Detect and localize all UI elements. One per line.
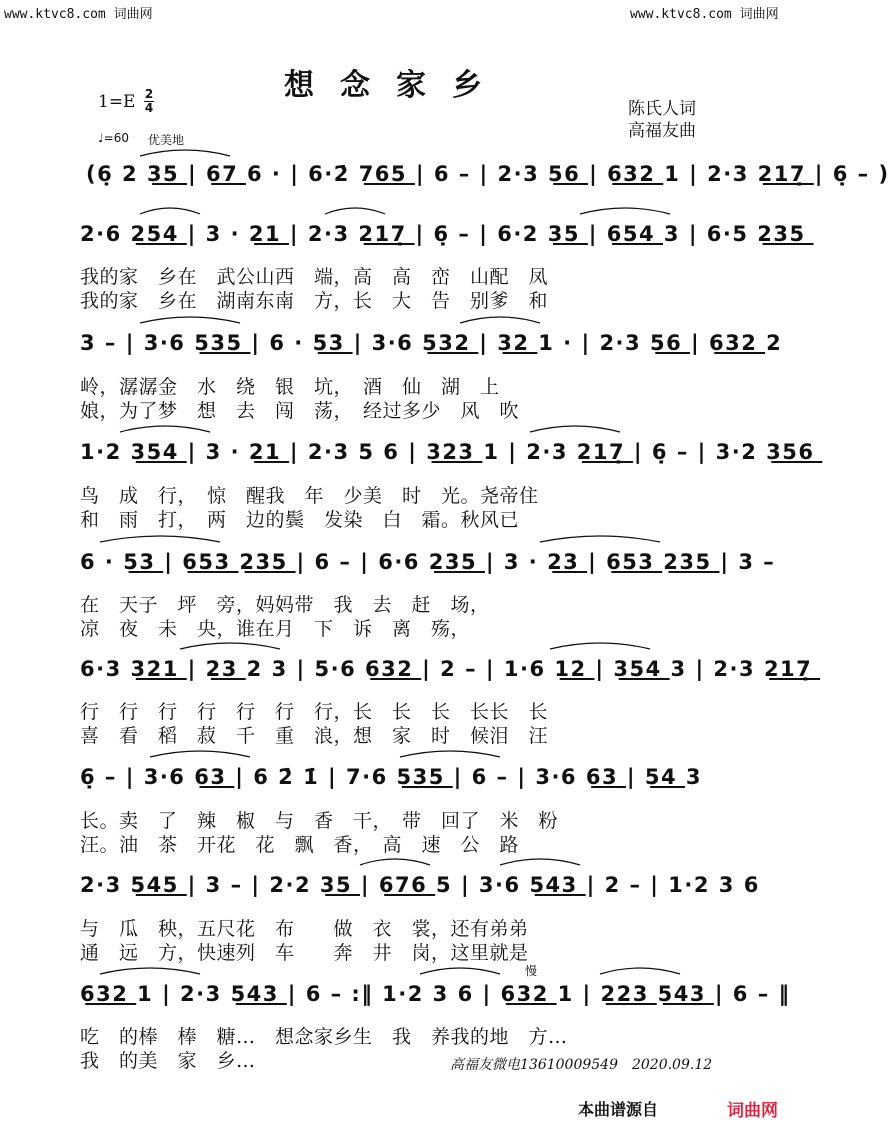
lyric-verse-2: 我 的美 家 乡… xyxy=(80,1050,256,1072)
tempo-mark: ♩=60 xyxy=(98,131,129,145)
lyric-verse-2: 通 远 方，快速列 车 奔 井 岗，这里就是 xyxy=(80,942,529,964)
lyric-verse-2: 凉 夜 未 央，谁在月 下 诉 离 殇， xyxy=(80,618,471,640)
notation-row: 2·6 2͟5͟4͟ | 3 · 2͟1͟ | 2·3 2͟1͟7̣͟ | 6̣ – | 6·2 3͟5͟ | 6͟5͟4͟ 3 | 6·5 2͟3͟5͟ xyxy=(80,222,806,246)
slur-mark xyxy=(140,150,230,156)
slur-mark xyxy=(540,536,660,542)
notation-row: 3 – | 3·6 5͟3͟5͟ | 6 · 5͟3͟ | 3·6 5͟3͟2͟ | 3͟2͟ 1 · | 2·3 5͟6͟ | 6͟3͟2͟ 2 xyxy=(80,331,783,355)
lyric-verse-2: 汪。油 茶 开花 花 飘 香， 高 速 公 路 xyxy=(80,834,520,856)
slur-mark xyxy=(140,317,240,323)
song-title: 想念家乡 xyxy=(284,68,508,103)
lyric-verse-1: 我的家 乡在 武公山西 端，高 高 峦 山配 凤 xyxy=(80,266,549,288)
expression-mark: 优美地 xyxy=(148,133,185,147)
lyric-verse-2: 我的家 乡在 湖南东南 方，长 大 告 别爹 和 xyxy=(80,290,549,312)
notation-row: 1·2 3͟5͟4͟ | 3 · 2͟1͟ | 2·3 5 6 | 3͟2͟3͟ 1 | 2·3 2͟1͟7̣͟ | 6̣ – | 3·2 3͟5͟6͟ xyxy=(80,440,815,464)
notation-row: 2·3 5͟4͟5͟ | 3 – | 2·2 3͟5͟ | 6͟7͟6͟ 5 | 3·6 5͟4͟3͟ | 2 – | 1·2 3 6 xyxy=(80,873,760,897)
lyricist: 陈氏人词 xyxy=(628,99,696,119)
time-signature xyxy=(144,88,154,115)
time-signature-bottom: 4 xyxy=(144,101,154,115)
notation-row: 6̣ – | 3·6 6͟3͟ | 6 2̇ 1̇ | 7·6 5͟3͟5͟ | 6 – | 3·6 6͟3͟ | 5͟4͟ 3 xyxy=(80,765,703,789)
slur-mark xyxy=(460,317,540,323)
slur-mark xyxy=(140,208,200,214)
watermark-left: www.ktvc8.com 词曲网 xyxy=(4,7,153,22)
lyric-verse-1: 与 瓜 秧，五尺花 布 做 衣 裳，还有弟弟 xyxy=(80,918,529,940)
lyric-verse-1: 吃 的棒 棒 糖… 想念家乡生 我 养我的地 方… xyxy=(80,1026,568,1048)
slur-mark xyxy=(550,643,650,649)
author-contact-credit: 高福友微电13610009549 2020.09.12 xyxy=(450,1057,713,1073)
key-signature: 1=E xyxy=(98,92,136,112)
lyric-verse-1: 长。卖 了 辣 椒 与 香 干， 带 回了 米 粉 xyxy=(80,810,559,832)
notation-row: 6͟3͟2͟ 1 | 2·3 5͟4͟3͟ | 6 – :‖ 1·2 3 6 | 6͟3͟2͟ 1 | 2͟2͟3͟ 5͟4͟3͟ | 6 – ‖ xyxy=(80,982,791,1006)
lyric-verse-1: 鸟 成 行， 惊 醒我 年 少美 时 光。尧帝住 xyxy=(80,485,539,507)
slur-mark xyxy=(580,208,670,214)
slur-mark xyxy=(180,643,280,649)
time-signature-top: 2 xyxy=(144,87,154,101)
lyric-verse-1: 岭，潺潺金 水 绕 银 坑， 酒 仙 湖 上 xyxy=(80,376,500,398)
lyric-verse-2: 喜 看 稻 菽 千 重 浪，想 家 时 候泪 汪 xyxy=(80,725,549,747)
notation-row: 6 · 5͟3͟ | 6͟5͟3͟ 2͟3͟5͟ | 6 – | 6·6 2͟3͟5͟ | 3 · 2͟3͟ | 6͟5͟3͟ 2͟3͟5͟ | 3 – xyxy=(80,550,776,574)
slur-mark xyxy=(360,859,430,865)
lyric-verse-1: 行 行 行 行 行 行 行，长 长 长 长长 长 xyxy=(80,701,549,723)
site-logo[interactable]: 词曲网 xyxy=(727,1101,778,1121)
slur-mark xyxy=(600,968,680,974)
notation-row: (6̣ 2 3͟5͟ | 6͟7͟ 6 · | 6·2̇ 7͟6͟5͟ | 6 – | 2·3 5͟6͟ | 6͟3͟2͟ 1 | 2·3 2͟1͟7̣͟ | 6̣ – ) xyxy=(86,162,890,186)
lyric-verse-1: 在 天子 坪 旁，妈妈带 我 去 赶 场， xyxy=(80,594,490,616)
watermark-right: www.ktvc8.com 词曲网 xyxy=(630,7,779,22)
notation-row: 6·3 3͟2͟1͟ | 2͟3͟ 2 3 | 5·6 6͟3͟2͟ | 2 – | 1·6 1͟2͟ | 3͟5͟4͟ 3 | 2·3 2͟1͟7̣͟ xyxy=(80,657,813,681)
slur-mark xyxy=(530,426,620,432)
slur-mark xyxy=(420,968,500,974)
slur-mark xyxy=(150,751,250,757)
lyric-verse-2: 和 雨 打， 两 边的鬓 发染 白 霜。秋风已 xyxy=(80,509,520,531)
slur-mark xyxy=(500,859,580,865)
slur-mark xyxy=(400,751,500,757)
slur-mark xyxy=(100,536,220,542)
lyric-verse-2: 娘，为了梦 想 去 闯 荡， 经过多少 风 吹 xyxy=(80,400,520,422)
slur-mark xyxy=(120,426,210,432)
slow-marking: 慢 xyxy=(525,964,538,978)
source-label: 本曲谱源自 xyxy=(578,1100,659,1119)
slur-mark xyxy=(100,968,200,974)
composer: 高福友曲 xyxy=(628,121,696,141)
slur-mark xyxy=(325,208,385,214)
